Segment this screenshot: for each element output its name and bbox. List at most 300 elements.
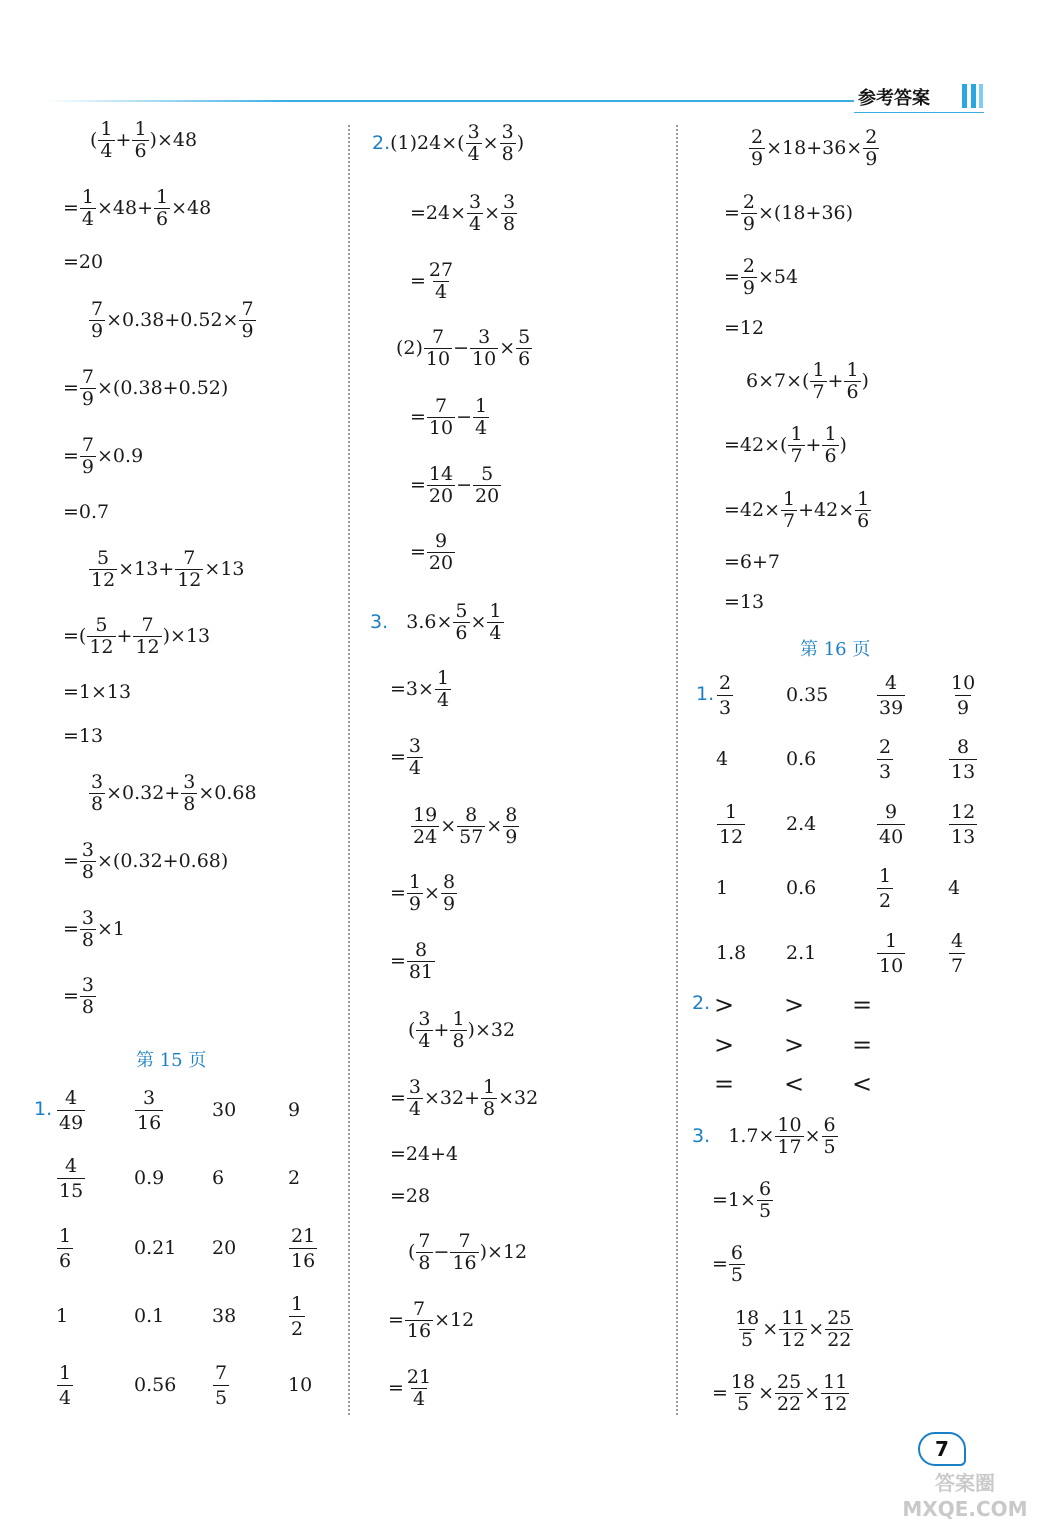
numerator: 1 — [824, 422, 837, 445]
numerator: 1 — [483, 1075, 496, 1098]
numerator: 4 — [885, 671, 898, 694]
fraction — [466, 120, 482, 165]
denominator: 5 — [736, 1392, 750, 1415]
expression-text: ( — [90, 128, 98, 151]
fraction — [132, 117, 148, 162]
answer-cell — [56, 1086, 86, 1134]
denominator: 2 — [879, 889, 892, 912]
denominator: 4 — [59, 1386, 72, 1409]
numerator: 6 — [823, 1113, 836, 1136]
expression-text: − — [433, 1240, 450, 1263]
equation-line — [63, 364, 228, 412]
numerator: 4 — [65, 1086, 78, 1109]
denominator: 5 — [741, 1328, 754, 1351]
answer-cell — [134, 1292, 164, 1340]
expression-text: 1 — [56, 1305, 69, 1327]
expression-text: = — [388, 1376, 404, 1399]
fraction — [407, 870, 423, 915]
expression-text: 6×7×( — [746, 369, 810, 392]
expression-text: = — [712, 1252, 728, 1275]
equation-line — [724, 578, 764, 626]
fraction — [80, 185, 96, 230]
fraction — [57, 1087, 85, 1134]
fraction — [289, 1225, 317, 1272]
header-rule-right — [854, 112, 984, 113]
expression-text: =0.7 — [63, 500, 110, 523]
denominator: 4 — [489, 621, 502, 644]
denominator: 9 — [751, 147, 764, 170]
fraction — [487, 599, 503, 644]
equation-line — [390, 1130, 458, 1178]
numerator: 1 — [846, 358, 859, 381]
numerator: 1 — [81, 185, 95, 208]
denominator: 9 — [505, 825, 518, 848]
fraction — [733, 1306, 761, 1351]
equation-line — [63, 612, 210, 660]
expression-text: × — [804, 1124, 821, 1147]
fraction — [775, 1113, 803, 1158]
answer-cell — [288, 1361, 312, 1409]
answer-cell — [876, 671, 906, 719]
fraction — [80, 973, 96, 1018]
answer-cell — [876, 929, 906, 977]
expression-text: =13 — [724, 590, 765, 613]
answer-cell — [948, 929, 966, 977]
answer-cell — [876, 864, 894, 912]
expression-text: =20 — [63, 250, 104, 273]
equation-line — [370, 598, 505, 646]
denominator: 9 — [742, 212, 756, 235]
fraction — [289, 1293, 305, 1340]
denominator: 16 — [406, 1319, 432, 1342]
comparison-symbol: > — [784, 1031, 805, 1059]
fraction — [411, 803, 439, 848]
expression-text: )×12 — [479, 1240, 528, 1263]
fraction — [416, 1007, 432, 1052]
denominator: 5 — [215, 1386, 228, 1409]
denominator: 20 — [475, 484, 500, 507]
denominator: 4 — [475, 416, 488, 439]
fraction — [89, 770, 105, 815]
numerator: 18 — [730, 1370, 756, 1393]
answer-cell — [212, 1086, 236, 1134]
question-number: 3. — [692, 1124, 711, 1147]
expression-text: = — [410, 473, 426, 496]
equation-line — [724, 253, 798, 301]
numerator: 2 — [742, 190, 756, 213]
equation-line — [408, 1228, 527, 1276]
equation-line — [88, 545, 245, 593]
answer-cell — [134, 1086, 164, 1134]
equation-line — [410, 528, 456, 576]
denominator: 6 — [455, 621, 468, 644]
denominator: 13 — [951, 825, 976, 848]
fraction — [757, 1177, 773, 1222]
numerator: 1 — [291, 1292, 304, 1315]
expression-text: × — [808, 1317, 825, 1340]
comparison-symbol: = — [852, 991, 873, 1019]
fraction — [80, 433, 96, 478]
expression-text: =12 — [724, 316, 765, 339]
denominator: 40 — [879, 825, 904, 848]
numerator: 11 — [823, 1370, 848, 1393]
denominator: 4 — [81, 207, 95, 230]
expression-text: = — [390, 1086, 406, 1109]
expression-text: × — [440, 814, 457, 837]
answer-cell — [212, 1154, 224, 1202]
numerator: 1 — [783, 487, 796, 510]
expression-text: ×48 — [171, 196, 212, 219]
expression-text: ×0.9 — [97, 444, 144, 467]
numerator: 5 — [95, 613, 108, 636]
denominator: 7 — [783, 509, 796, 532]
denominator: 9 — [442, 892, 456, 915]
expression-text: ×0.38+0.52× — [106, 308, 239, 331]
numerator: 7 — [81, 365, 95, 388]
expression-text: ×0.68 — [198, 781, 257, 804]
denominator: 7 — [951, 954, 964, 977]
numerator: 1 — [725, 800, 738, 823]
denominator: 20 — [428, 551, 454, 574]
expression-text: ( — [408, 1018, 416, 1041]
numerator: 7 — [81, 433, 95, 456]
expression-text: 0.6 — [786, 748, 817, 770]
fraction — [89, 297, 105, 342]
expression-text: × — [424, 881, 440, 904]
expression-text: ) — [516, 131, 525, 154]
answer-cell — [56, 1224, 74, 1272]
equation-line — [372, 119, 524, 167]
fraction — [457, 803, 485, 848]
answer-cell — [56, 1154, 86, 1202]
question-number: 3. — [370, 610, 389, 633]
expression-text: =42× — [724, 498, 781, 521]
denominator: 8 — [501, 142, 514, 165]
denominator: 4 — [408, 1097, 422, 1120]
denominator: 4 — [418, 1029, 431, 1052]
fraction — [877, 930, 905, 977]
equation-line — [390, 733, 424, 781]
denominator: 4 — [436, 688, 450, 711]
denominator: 9 — [241, 319, 254, 342]
fraction — [749, 125, 765, 170]
answer-cell — [716, 929, 746, 977]
equation-line — [390, 869, 458, 917]
answer-cell — [948, 735, 978, 783]
answer-cell — [288, 1086, 300, 1134]
expression-text: = — [63, 196, 79, 219]
equation-line — [410, 189, 518, 237]
equation-line — [63, 432, 143, 480]
denominator: 7 — [812, 380, 825, 403]
denominator: 12 — [177, 568, 202, 591]
denominator: 49 — [59, 1111, 84, 1134]
denominator: 9 — [408, 892, 422, 915]
denominator: 10 — [428, 416, 454, 439]
fraction — [416, 1229, 432, 1274]
equation-line — [712, 1369, 850, 1417]
denominator: 22 — [827, 1328, 852, 1351]
expression-text: (2) — [396, 336, 423, 359]
equation-line — [63, 905, 125, 953]
expression-text: × — [482, 131, 499, 154]
fraction — [135, 1087, 163, 1134]
denominator: 57 — [459, 825, 484, 848]
equation-line — [712, 1176, 774, 1224]
expression-text: ) — [861, 369, 869, 392]
comparison-symbol: > — [714, 1031, 735, 1059]
equation-line — [396, 324, 533, 372]
expression-text: ×48+ — [97, 196, 154, 219]
expression-text: ×32+ — [424, 1086, 481, 1109]
equation-line — [63, 972, 97, 1020]
equation-line — [732, 1305, 854, 1353]
numerator: 27 — [428, 258, 454, 281]
answer-cell — [948, 864, 960, 912]
denominator: 4 — [100, 139, 113, 162]
fraction — [80, 906, 96, 951]
numerator: 25 — [777, 1370, 802, 1393]
answer-cell — [56, 1361, 74, 1409]
expression-text: = — [712, 1381, 728, 1404]
question-number: 2. — [692, 992, 711, 1014]
expression-text: × — [486, 814, 503, 837]
numerator: 4 — [951, 929, 964, 952]
expression-text: 1.8 — [716, 942, 747, 964]
numerator: 25 — [827, 1306, 852, 1329]
expression-text: + — [827, 369, 844, 392]
denominator: 10 — [425, 347, 451, 370]
column-divider-right — [676, 125, 678, 1415]
fraction — [80, 838, 96, 883]
expression-text: = — [390, 745, 406, 768]
header-bars-icon — [962, 84, 986, 110]
fraction — [470, 325, 498, 370]
fraction — [98, 117, 114, 162]
numerator: 3 — [501, 120, 514, 143]
answer-cell — [134, 1224, 176, 1272]
fraction — [877, 801, 905, 848]
fraction — [450, 1229, 478, 1274]
expression-text: ×(18+36) — [758, 201, 854, 224]
expression-text: − — [456, 405, 473, 428]
fraction — [500, 120, 516, 165]
expression-text: 20 — [212, 1237, 237, 1259]
fraction — [855, 487, 871, 532]
expression-text: = — [410, 269, 426, 292]
answer-cell — [212, 1292, 236, 1340]
answer-cell — [288, 1154, 300, 1202]
equation-line — [63, 712, 103, 760]
expression-text: ) — [839, 433, 847, 456]
expression-text: )×32 — [467, 1018, 516, 1041]
expression-text: ×32 — [498, 1086, 539, 1109]
answer-cell — [786, 671, 828, 719]
numerator: 1 — [475, 394, 488, 417]
expression-text: + — [115, 128, 132, 151]
numerator: 3 — [408, 734, 422, 757]
numerator: 5 — [455, 599, 468, 622]
expression-text: +42× — [798, 498, 855, 521]
denominator: 4 — [408, 756, 422, 779]
denominator: 9 — [81, 387, 95, 410]
expression-text: 38 — [212, 1305, 237, 1327]
expression-text: 10 — [288, 1374, 313, 1396]
fraction — [877, 672, 905, 719]
expression-text: − — [453, 336, 470, 359]
fraction — [89, 546, 117, 591]
expression-text: 6 — [212, 1167, 225, 1189]
numerator: 1 — [408, 870, 422, 893]
fraction — [80, 365, 96, 410]
page-heading: 第 15 页 — [136, 1050, 207, 1071]
equation-line — [408, 1006, 515, 1054]
expression-text: ×54 — [758, 265, 799, 288]
header-rule — [44, 100, 854, 102]
expression-text: ×13+ — [118, 557, 175, 580]
equation-line — [390, 665, 452, 713]
denominator: 6 — [59, 1249, 72, 1272]
denominator: 6 — [824, 444, 837, 467]
fraction — [822, 1113, 838, 1158]
fraction — [949, 930, 965, 977]
expression-text: × — [470, 610, 487, 633]
numerator: 5 — [97, 546, 110, 569]
equation-line — [63, 837, 228, 885]
expression-text: ×13 — [204, 557, 245, 580]
denominator: 12 — [135, 635, 160, 658]
numerator: 1 — [885, 929, 898, 952]
numerator: 8 — [957, 735, 970, 758]
numerator: 2 — [719, 671, 732, 694]
denominator: 6 — [518, 347, 531, 370]
expression-text: 30 — [212, 1099, 237, 1121]
expression-text: 0.9 — [134, 1167, 165, 1189]
comparison-symbol: = — [852, 1031, 873, 1059]
denominator: 10 — [472, 347, 497, 370]
fraction — [57, 1362, 73, 1409]
denominator: 22 — [777, 1392, 802, 1415]
expression-text: = — [410, 540, 426, 563]
numerator: 21 — [291, 1224, 316, 1247]
numerator: 3 — [183, 770, 196, 793]
expression-text: × — [499, 336, 516, 359]
fraction — [473, 462, 501, 507]
expression-text: 4 — [716, 748, 729, 770]
numerator: 1 — [59, 1224, 72, 1247]
question-number: 2. — [372, 131, 391, 154]
expression-text: 1 — [716, 877, 729, 899]
fraction — [949, 736, 977, 783]
numerator: 14 — [428, 462, 454, 485]
answer-cell — [786, 800, 816, 848]
numerator: 7 — [431, 325, 445, 348]
fraction — [775, 1370, 803, 1415]
denominator: 16 — [452, 1251, 477, 1274]
expression-text: = — [388, 1308, 404, 1331]
page-heading: 第 16 页 — [800, 639, 871, 660]
expression-text: = — [63, 917, 79, 940]
numerator: 7 — [241, 297, 254, 320]
numerator: 3 — [81, 973, 95, 996]
fraction — [427, 462, 455, 507]
numerator: 2 — [751, 125, 764, 148]
expression-text: ×18+36× — [766, 136, 863, 159]
denominator: 9 — [742, 276, 756, 299]
page-number: 7 — [918, 1432, 966, 1466]
equation-line — [388, 1296, 474, 1344]
numerator: 7 — [412, 1297, 426, 1320]
denominator: 12 — [781, 1328, 806, 1351]
numerator: 1 — [436, 666, 450, 689]
fraction — [779, 1306, 807, 1351]
answer-cell — [786, 735, 816, 783]
equation-line — [63, 668, 131, 716]
expression-text: 0.1 — [134, 1305, 165, 1327]
numerator: 6 — [730, 1241, 744, 1264]
answer-cell — [876, 735, 894, 783]
answer-cell — [786, 929, 816, 977]
numerator: 1 — [857, 487, 870, 510]
numerator: 1 — [452, 1007, 465, 1030]
denominator: 8 — [452, 1029, 465, 1052]
expression-text: × — [804, 1381, 821, 1404]
denominator: 10 — [879, 954, 904, 977]
denominator: 20 — [428, 484, 454, 507]
denominator: 24 — [413, 825, 438, 848]
expression-text: = — [63, 984, 79, 1007]
expression-text: =6+7 — [724, 550, 781, 573]
fraction — [781, 487, 797, 532]
equation-line — [410, 393, 490, 441]
answer-cell — [134, 1154, 164, 1202]
numerator: 8 — [442, 870, 456, 893]
equation-line — [410, 461, 502, 509]
answer-cell — [786, 864, 816, 912]
denominator: 7 — [790, 444, 803, 467]
equation-line — [410, 802, 520, 850]
numerator: 3 — [143, 1086, 156, 1109]
fraction — [453, 599, 469, 644]
fraction — [717, 801, 745, 848]
fraction — [57, 1155, 85, 1202]
answer-cell — [716, 800, 746, 848]
numerator: 7 — [91, 297, 104, 320]
fraction — [405, 1297, 433, 1342]
denominator: 4 — [434, 280, 448, 303]
fraction — [407, 938, 435, 983]
numerator: 1 — [812, 358, 825, 381]
denominator: 9 — [91, 319, 104, 342]
numerator: 2 — [865, 125, 878, 148]
numerator: 10 — [951, 671, 976, 694]
fraction — [949, 801, 977, 848]
expression-text: = — [724, 265, 740, 288]
equation-line — [724, 189, 853, 237]
answer-cell — [716, 864, 728, 912]
equation-line — [63, 488, 109, 536]
numerator: 2 — [879, 735, 892, 758]
answer-cell — [134, 1361, 176, 1409]
numerator: 19 — [413, 803, 438, 826]
fraction — [788, 422, 804, 467]
expression-text: ×12 — [434, 1308, 475, 1331]
fraction — [501, 190, 517, 235]
equation-line — [63, 238, 103, 286]
fraction — [154, 185, 170, 230]
comparison-symbol: = — [714, 1070, 735, 1098]
numerator: 3 — [469, 190, 482, 213]
